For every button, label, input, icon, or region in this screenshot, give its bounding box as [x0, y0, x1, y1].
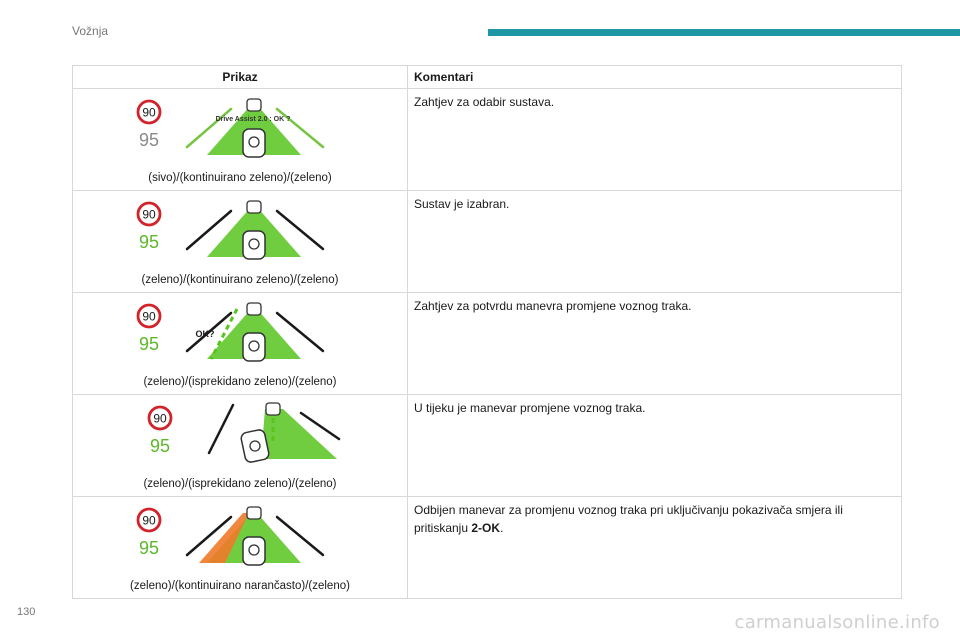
- ok-prompt: OK?: [195, 329, 215, 339]
- speed-limit-value: 90: [142, 105, 156, 120]
- speed-limit-value: 90: [142, 309, 156, 324]
- vehicle-ahead-icon: [247, 99, 261, 111]
- display-caption: (zeleno)/(kontinuirano zeleno)/(zeleno): [141, 274, 339, 286]
- table-header-row: [73, 66, 902, 89]
- vehicle-ahead-icon: [247, 507, 261, 519]
- instrument-display-illustration: [133, 503, 353, 571]
- table-row: [73, 293, 902, 395]
- table-row: [73, 89, 902, 191]
- own-vehicle-icon: [243, 231, 265, 259]
- own-vehicle-icon: [243, 333, 265, 361]
- current-speed-value: 95: [149, 436, 171, 456]
- display-caption: (zeleno)/(kontinuirano narančasto)/(zeleno): [130, 580, 350, 592]
- watermark: carmanualsonline.info: [734, 612, 940, 633]
- column-header-comments: Komentari: [408, 66, 902, 89]
- display-comments-table: [72, 65, 902, 599]
- table-row: [73, 395, 902, 497]
- instrument-display-illustration: [133, 95, 353, 163]
- comment-cell: Zahtjev za odabir sustava.: [408, 89, 902, 191]
- lane-ribbon: [261, 409, 337, 459]
- comment-end: .: [500, 521, 504, 535]
- page-number: 130: [17, 606, 36, 618]
- display-caption: (zeleno)/(isprekidano zeleno)/(zeleno): [143, 478, 337, 490]
- own-vehicle-icon: [243, 129, 265, 157]
- column-header-display: Prikaz: [73, 66, 408, 89]
- comment-cell: [408, 497, 902, 599]
- current-speed-value: 95: [138, 334, 160, 354]
- display-cell: [73, 89, 408, 191]
- table-row: [73, 191, 902, 293]
- header-accent-bar: [488, 29, 960, 36]
- speed-limit-value: 90: [142, 207, 156, 222]
- left-lane-line: [209, 405, 233, 453]
- own-vehicle-icon: [243, 537, 265, 565]
- vehicle-ahead-icon: [266, 403, 280, 415]
- display-cell: [73, 191, 408, 293]
- display-cell: [73, 293, 408, 395]
- vehicle-ahead-icon: [247, 303, 261, 315]
- current-speed-value: 95: [138, 232, 160, 252]
- speed-limit-value: 90: [153, 411, 167, 426]
- confirmation-prompt: Drive Assist 2.0 : OK ?: [215, 116, 291, 123]
- instrument-display-illustration: [133, 401, 353, 469]
- vehicle-ahead-icon: [247, 201, 261, 213]
- button-reference: 2-OK: [471, 521, 501, 535]
- comment-text: Odbijen manevar za promjenu voznog traka pri uključivanju pokazivača smjera ili pritiskanju: [414, 503, 843, 535]
- comment-cell: Sustav je izabran.: [408, 191, 902, 293]
- display-caption: (zeleno)/(isprekidano zeleno)/(zeleno): [143, 376, 337, 388]
- display-cell: [73, 497, 408, 599]
- speed-limit-value: 90: [142, 513, 156, 528]
- comment-cell: U tijeku je manevar promjene voznog traka.: [408, 395, 902, 497]
- table-row: [73, 497, 902, 599]
- instrument-display-illustration: [133, 197, 353, 265]
- section-title: Vožnja: [72, 24, 109, 38]
- comment-cell: Zahtjev za potvrdu manevra promjene voznog traka.: [408, 293, 902, 395]
- current-speed-value: 95: [138, 538, 160, 558]
- display-cell: [73, 395, 408, 497]
- own-vehicle-icon: [240, 429, 270, 463]
- current-speed-value: 95: [138, 130, 160, 150]
- display-caption: (sivo)/(kontinuirano zeleno)/(zeleno): [148, 172, 332, 184]
- instrument-display-illustration: [133, 299, 353, 367]
